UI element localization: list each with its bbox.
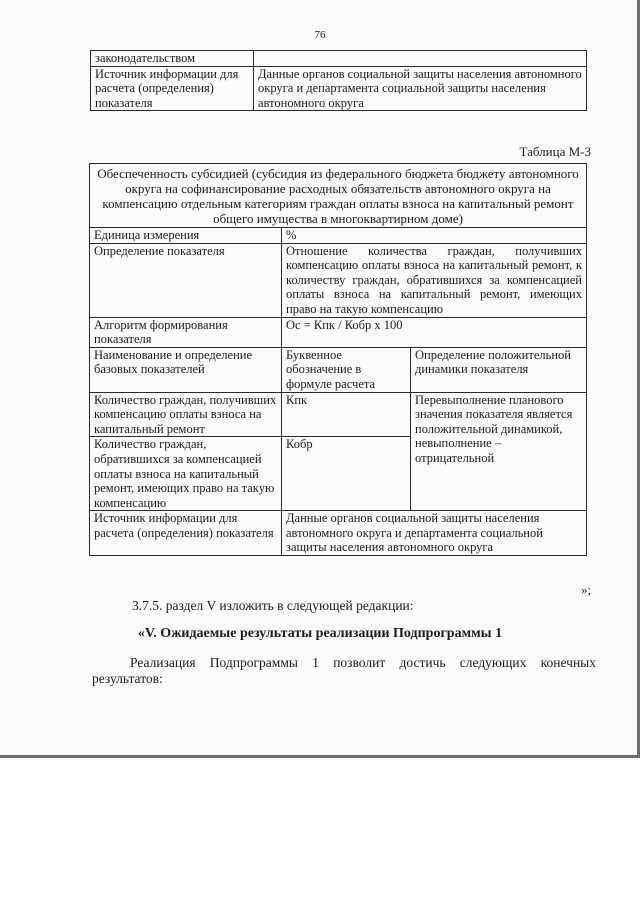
continued-table [90, 50, 587, 111]
table-row [90, 228, 587, 244]
body-paragraph: Реализация Подпрограммы 1 позволит достичь следующих конечных результатов: [92, 655, 596, 686]
base-indicator-symbol: Кпк [282, 392, 411, 437]
amendment-clause: 3.7.5. раздел V изложить в следующей редакции: [132, 598, 414, 613]
page-number: 76 [314, 29, 326, 41]
positive-dynamics-definition: Перевыполнение планового значения показателя является положительной динамикой, невыполнение – отрицательной [411, 392, 587, 511]
indicator-title: Обеспеченность субсидией (субсидия из федерального бюджета бюджету автономного округа на софинансирование расходных обязательств автономного округа на компенсацию отдельным категориям граждан оплаты взноса на капитальный ремонт общего имущества в многоквартирном доме) [90, 164, 587, 228]
source-value: Данные органов социальной защиты населения автономного округа и департамента социальной защиты населения автономного округа [282, 511, 587, 556]
indicator-table-m3 [89, 163, 587, 556]
section-heading: «V. Ожидаемые результаты реализации Подпрограммы 1 [137, 626, 503, 641]
table-row [90, 243, 587, 317]
table-row [90, 164, 587, 228]
base-indicator-name: Количество граждан, обратившихся за компенсацией оплаты взноса на капитальный ремонт, имеющих право на такую компенсацию [90, 437, 282, 511]
table-row [90, 511, 587, 556]
table-cell [254, 51, 587, 67]
source-value-cell: Данные органов социальной защиты населения автономного округа и департамента социальной защиты населения автономного округа [254, 66, 587, 111]
source-label: Источник информации для расчета (определения) показателя [90, 511, 282, 556]
table-row [90, 347, 587, 392]
definition-label: Определение показателя [90, 243, 282, 317]
base-indicator-symbol: Кобр [282, 437, 411, 511]
base-header-name: Наименование и определение базовых показателей [90, 347, 282, 392]
unit-value: % [282, 228, 587, 244]
base-header-dynamics: Определение положительной динамики показателя [411, 347, 587, 392]
table-row [90, 392, 587, 437]
table-row [90, 317, 587, 347]
definition-value: Отношение количества граждан, получивших компенсацию оплаты взноса на капитальный ремонт, к количеству граждан, обратившихся за компенсацией оплаты взноса на капитальный ремонт, имеющих право на такую компенсацию [282, 243, 587, 317]
unit-label: Единица измерения [90, 228, 282, 244]
algorithm-label: Алгоритм формирования показателя [90, 317, 282, 347]
table-row [91, 66, 587, 111]
closing-quote-mark: »; [581, 583, 591, 597]
base-indicator-name: Количество граждан, получивших компенсацию оплаты взноса на капитальный ремонт [90, 392, 282, 437]
table-caption: Таблица М-3 [519, 144, 591, 159]
table-row [91, 51, 587, 67]
algorithm-formula: Ос = Кпк / Кобр х 100 [282, 317, 587, 347]
table-cell: законодательством [91, 51, 254, 67]
source-label-cell: Источник информации для расчета (определения) показателя [91, 66, 254, 111]
base-header-symbol: Буквенное обозначение в формуле расчета [282, 347, 411, 392]
